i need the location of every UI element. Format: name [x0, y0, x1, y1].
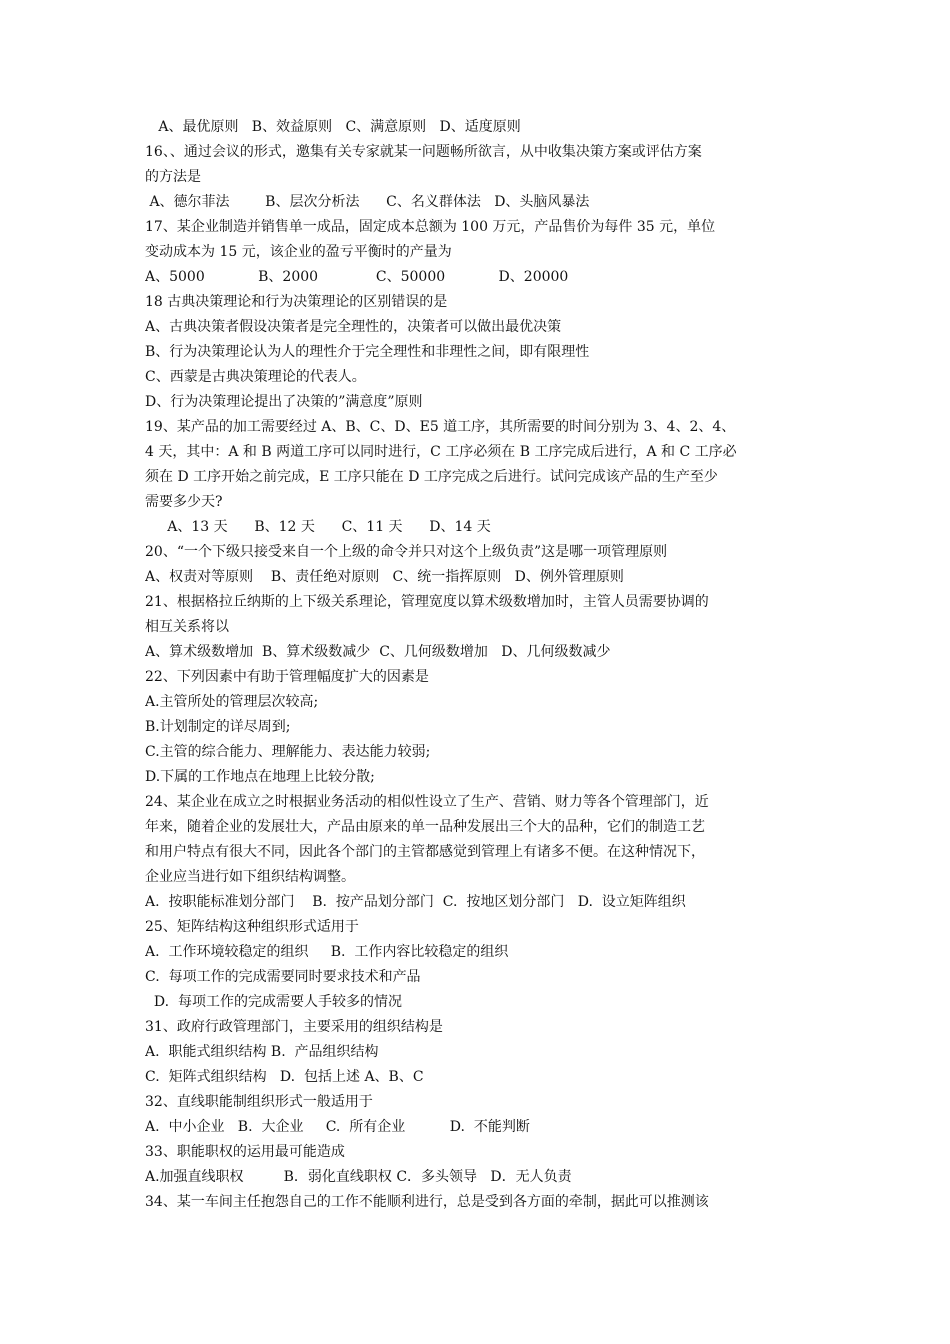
- text-line: C. 矩阵式组织结构 D. 包括上述 A、B、C: [145, 1069, 424, 1085]
- text-line: A、古典决策者假设决策者是完全理性的，决策者可以做出最优决策: [145, 319, 562, 335]
- text-line: A. 按职能标准划分部门 B. 按产品划分部门 C. 按地区划分部门 D. 设立矩阵组织: [145, 894, 686, 910]
- text-line: B、行为决策理论认为人的理性介于完全理性和非理性之间，即有限理性: [145, 344, 590, 360]
- text-line: C、西蒙是古典决策理论的代表人。: [145, 369, 366, 385]
- text-line: 16、、通过会议的形式，邀集有关专家就某一问题畅所欲言，从中收集决策方案或评估方案: [145, 144, 702, 160]
- text-line: 33、职能职权的运用最可能造成: [145, 1144, 345, 1160]
- text-line: A、13 天 B、12 天 C、11 天 D、14 天: [145, 519, 491, 535]
- text-line: 年来，随着企业的发展壮大，产品由原来的单一品种发展出三个大的品种，它们的制造工艺: [145, 819, 705, 835]
- text-line: 31、政府行政管理部门，主要采用的组织结构是: [145, 1019, 443, 1035]
- text-line: 4 天，其中：A 和 B 两道工序可以同时进行，C 工序必须在 B 工序完成后进行，A 和 C 工序必: [145, 444, 737, 460]
- text-line: 20、“一个下级只接受来自一个上级的命令并只对这个上级负责”这是哪一项管理原则: [145, 544, 668, 560]
- text-line: 企业应当进行如下组织结构调整。: [145, 869, 355, 885]
- text-line: A. 中小企业 B. 大企业 C. 所有企业 D. 不能判断: [145, 1119, 530, 1135]
- text-line: C. 每项工作的完成需要同时要求技术和产品: [145, 969, 421, 985]
- text-line: 变动成本为 15 元，该企业的盈亏平衡时的产量为: [145, 244, 452, 260]
- text-line: D. 每项工作的完成需要人手较多的情况: [145, 994, 402, 1010]
- text-line: A、权责对等原则 B、责任绝对原则 C、统一指挥原则 D、例外管理原则: [145, 569, 624, 585]
- text-line: A、算术级数增加 B、算术级数减少 C、几何级数增加 D、几何级数减少: [145, 644, 611, 660]
- text-line: 相互关系将以: [145, 619, 229, 635]
- text-line: A. 职能式组织结构 B. 产品组织结构: [145, 1044, 379, 1060]
- text-line: A、最优原则 B、效益原则 C、满意原则 D、适度原则: [145, 119, 521, 135]
- text-line: 34、某一车间主任抱怨自己的工作不能顺利进行，总是受到各方面的牵制，据此可以推测该: [145, 1194, 709, 1210]
- text-line: 和用户特点有很大不同，因此各个部门的主管都感觉到管理上有诸多不便。在这种情况下，: [145, 844, 705, 860]
- text-line: C.主管的综合能力、理解能力、表达能力较弱;: [145, 744, 431, 760]
- text-line: 17、某企业制造并销售单一成品，固定成本总额为 100 万元，产品售价为每件 35 元，单位: [145, 219, 716, 235]
- text-line: B.计划制定的详尽周到;: [145, 719, 291, 735]
- text-line: 21、根据格拉丘纳斯的上下级关系理论，管理宽度以算术级数增加时，主管人员需要协调的: [145, 594, 709, 610]
- text-line: 24、某企业在成立之时根据业务活动的相似性设立了生产、营销、财力等各个管理部门，近: [145, 794, 709, 810]
- text-line: D.下属的工作地点在地理上比较分散;: [145, 769, 375, 785]
- text-line: 25、矩阵结构这种组织形式适用于: [145, 919, 359, 935]
- text-line: 需要多少天?: [145, 494, 223, 510]
- text-line: 32、直线职能制组织形式一般适用于: [145, 1094, 373, 1110]
- text-line: 18 古典决策理论和行为决策理论的区别错误的是: [145, 294, 448, 310]
- text-line: A、5000 B、2000 C、50000 D、20000: [145, 269, 569, 285]
- text-line: A.主管所处的管理层次较高;: [145, 694, 319, 710]
- text-line: 19、某产品的加工需要经过 A、B、C、D、E5 道工序，其所需要的时间分别为 3、4、2、4、: [145, 419, 736, 435]
- text-line: 的方法是: [145, 169, 201, 185]
- text-line: 22、下列因素中有助于管理幅度扩大的因素是: [145, 669, 429, 685]
- text-line: A. 工作环境较稳定的组织 B. 工作内容比较稳定的组织: [145, 944, 509, 960]
- text-line: 须在 D 工序开始之前完成，E 工序只能在 D 工序完成之后进行。试问完成该产品的生产至少: [145, 469, 718, 485]
- text-line: A、德尔菲法 B、层次分析法 C、名义群体法 D、头脑风暴法: [145, 194, 590, 210]
- text-line: D、行为决策理论提出了决策的”满意度”原则: [145, 394, 423, 410]
- text-line: A.加强直线职权 B．弱化直线职权 C．多头领导 D．无人负责: [145, 1169, 572, 1185]
